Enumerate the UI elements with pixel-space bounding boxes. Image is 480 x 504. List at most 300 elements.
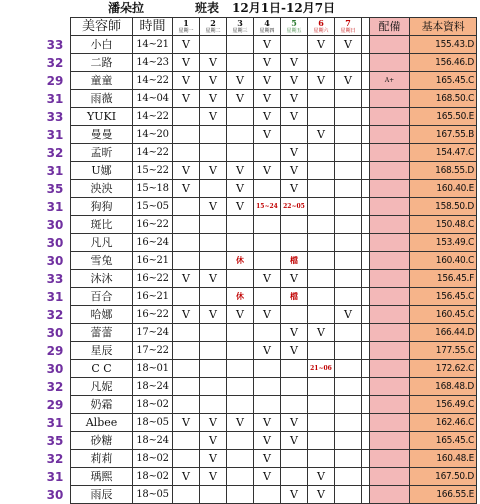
- day-cell: [335, 198, 362, 216]
- day-cell: [335, 396, 362, 414]
- shift-time: 18~24: [133, 378, 173, 396]
- age-label: 32: [46, 451, 64, 466]
- schedule-label: 班表: [195, 1, 220, 15]
- day-cell: V: [281, 90, 308, 108]
- profile-cell: 150.48.C: [410, 216, 477, 234]
- age-label: 31: [46, 289, 64, 304]
- header-day: [308, 18, 335, 36]
- table-row: [71, 36, 477, 54]
- day-cell: V: [200, 162, 227, 180]
- day-cell: [308, 288, 335, 306]
- day-cell: V: [227, 414, 254, 432]
- day-cell: V: [254, 72, 281, 90]
- stylist-name: 凡凡: [71, 234, 133, 252]
- day-cell: V: [281, 180, 308, 198]
- table-row: [71, 252, 477, 270]
- day-cell: V: [281, 72, 308, 90]
- equip-cell: [370, 414, 410, 432]
- day-cell: [173, 396, 200, 414]
- stylist-name: U娜: [71, 162, 133, 180]
- shift-time: 18~05: [133, 414, 173, 432]
- day-cell: [335, 54, 362, 72]
- day-cell: [254, 252, 281, 270]
- stylist-name: 瑀熙: [71, 468, 133, 486]
- day-cell: V: [281, 486, 308, 504]
- age-label: 30: [46, 253, 64, 268]
- day-cell: [173, 486, 200, 504]
- gap-cell: [362, 432, 370, 450]
- day-cell: [308, 162, 335, 180]
- table-row: [71, 108, 477, 126]
- day-cell: V: [254, 342, 281, 360]
- day-cell: V: [173, 180, 200, 198]
- equip-cell: [370, 252, 410, 270]
- age-label: 30: [46, 217, 64, 232]
- stylist-name: 孟昕: [71, 144, 133, 162]
- day-cell: V: [308, 324, 335, 342]
- day-cell: [227, 324, 254, 342]
- equip-cell: [370, 306, 410, 324]
- shift-time: 14~20: [133, 126, 173, 144]
- day-cell: V: [254, 306, 281, 324]
- stylist-name: 哈娜: [71, 306, 133, 324]
- table-row: [71, 180, 477, 198]
- day-cell: [173, 198, 200, 216]
- profile-cell: 167.55.B: [410, 126, 477, 144]
- shift-time: 14~22: [133, 72, 173, 90]
- header-info: 基本資料: [410, 18, 477, 36]
- stylist-name: C C: [71, 360, 133, 378]
- gap-cell: [362, 216, 370, 234]
- profile-cell: 156.49.C: [410, 396, 477, 414]
- stylist-name: 曼曼: [71, 126, 133, 144]
- age-label: 32: [46, 307, 64, 322]
- day-cell: [281, 36, 308, 54]
- gap-cell: [362, 54, 370, 72]
- day-number: 3: [237, 17, 243, 28]
- profile-cell: 156.45.C: [410, 288, 477, 306]
- table-row: [71, 324, 477, 342]
- day-cell: [227, 108, 254, 126]
- day-cell: 22~05: [281, 198, 308, 216]
- table-row: [71, 234, 477, 252]
- stylist-name: 凡妮: [71, 378, 133, 396]
- day-cell: [335, 342, 362, 360]
- day-cell: [200, 396, 227, 414]
- age-label: 30: [46, 325, 64, 340]
- day-cell: V: [200, 432, 227, 450]
- day-cell: [227, 342, 254, 360]
- day-cell: V: [254, 162, 281, 180]
- schedule-table: [70, 17, 477, 504]
- day-cell: [173, 432, 200, 450]
- date-range: 12月1日-12月7日: [232, 1, 336, 15]
- day-cell: [200, 252, 227, 270]
- stylist-name: 蕾蕾: [71, 324, 133, 342]
- day-cell: V: [200, 450, 227, 468]
- day-cell: [254, 144, 281, 162]
- day-cell: V: [200, 270, 227, 288]
- brand-name: 潘朵拉: [108, 1, 145, 15]
- shift-time: 14~23: [133, 54, 173, 72]
- day-cell: [227, 486, 254, 504]
- header-gap: [362, 18, 370, 36]
- equip-cell: [370, 288, 410, 306]
- equip-cell: [370, 324, 410, 342]
- day-cell: [335, 270, 362, 288]
- day-cell: [308, 234, 335, 252]
- shift-time: 14~21: [133, 36, 173, 54]
- gap-cell: [362, 72, 370, 90]
- gap-cell: [362, 126, 370, 144]
- day-cell: V: [173, 54, 200, 72]
- header-day: [335, 18, 362, 36]
- day-cell: [200, 360, 227, 378]
- shift-time: 16~22: [133, 270, 173, 288]
- equip-cell: [370, 54, 410, 72]
- stylist-name: 莉莉: [71, 450, 133, 468]
- day-cell: [281, 396, 308, 414]
- equip-cell: [370, 108, 410, 126]
- day-cell: [227, 360, 254, 378]
- profile-cell: 168.48.D: [410, 378, 477, 396]
- header-day: [254, 18, 281, 36]
- day-cell: [200, 144, 227, 162]
- shift-time: 16~21: [133, 288, 173, 306]
- day-number: 5: [291, 17, 297, 28]
- day-cell: [200, 180, 227, 198]
- day-cell: V: [281, 432, 308, 450]
- day-cell: [227, 234, 254, 252]
- day-cell: V: [173, 72, 200, 90]
- day-cell: [308, 270, 335, 288]
- day-cell: V: [335, 72, 362, 90]
- day-cell: [173, 108, 200, 126]
- age-label: 33: [46, 109, 64, 124]
- table-row: [71, 360, 477, 378]
- day-cell: V: [281, 108, 308, 126]
- age-label: 29: [46, 397, 64, 412]
- header-day: [281, 18, 308, 36]
- day-cell: [308, 342, 335, 360]
- stylist-name: 雨薇: [71, 90, 133, 108]
- gap-cell: [362, 360, 370, 378]
- shift-time: 18~02: [133, 396, 173, 414]
- age-label: 35: [46, 181, 64, 196]
- day-cell: [335, 252, 362, 270]
- day-cell: V: [254, 414, 281, 432]
- table-row: [71, 162, 477, 180]
- shift-time: 17~24: [133, 324, 173, 342]
- day-cell: V: [335, 306, 362, 324]
- stylist-name: 沐沐: [71, 270, 133, 288]
- gap-cell: [362, 270, 370, 288]
- age-label: 33: [46, 271, 64, 286]
- shift-time: 16~22: [133, 216, 173, 234]
- age-label: 32: [46, 145, 64, 160]
- day-cell: V: [227, 180, 254, 198]
- day-cell: [335, 234, 362, 252]
- day-cell: [173, 234, 200, 252]
- day-cell: V: [281, 162, 308, 180]
- day-cell: [335, 216, 362, 234]
- table-row: [71, 216, 477, 234]
- sheet-title: [72, 0, 480, 17]
- day-cell: [200, 36, 227, 54]
- table-row: [71, 306, 477, 324]
- stylist-name: YUKI: [71, 108, 133, 126]
- stylist-name: 星辰: [71, 342, 133, 360]
- profile-cell: 177.55.C: [410, 342, 477, 360]
- day-cell: V: [254, 450, 281, 468]
- day-cell: [335, 288, 362, 306]
- header-day: [227, 18, 254, 36]
- day-cell: [200, 324, 227, 342]
- day-cell: [173, 216, 200, 234]
- gap-cell: [362, 234, 370, 252]
- gap-cell: [362, 342, 370, 360]
- day-cell: [308, 450, 335, 468]
- profile-cell: 156.46.D: [410, 54, 477, 72]
- day-weekday: 星期三: [232, 27, 248, 34]
- header-equip: 配備: [370, 18, 410, 36]
- day-cell: [335, 468, 362, 486]
- table-row: [71, 126, 477, 144]
- day-number: 6: [318, 17, 324, 28]
- day-cell: [335, 486, 362, 504]
- equip-cell: [370, 180, 410, 198]
- day-cell: [173, 252, 200, 270]
- day-cell: [281, 360, 308, 378]
- day-cell: [227, 36, 254, 54]
- day-cell: V: [308, 468, 335, 486]
- gap-cell: [362, 36, 370, 54]
- stylist-name: 奶霜: [71, 396, 133, 414]
- table-row: [71, 90, 477, 108]
- day-weekday: 星期五: [286, 27, 302, 34]
- day-cell: [254, 288, 281, 306]
- day-cell: [227, 468, 254, 486]
- day-cell: [308, 432, 335, 450]
- header-day: [200, 18, 227, 36]
- day-cell: 15~24: [254, 198, 281, 216]
- day-cell: V: [173, 270, 200, 288]
- day-cell: 21~06: [308, 360, 335, 378]
- profile-cell: 166.44.D: [410, 324, 477, 342]
- day-cell: V: [254, 90, 281, 108]
- equip-cell: [370, 270, 410, 288]
- day-cell: [254, 486, 281, 504]
- day-cell: [335, 360, 362, 378]
- day-cell: [254, 378, 281, 396]
- equip-cell: A+: [370, 72, 410, 90]
- stylist-name: 斑比: [71, 216, 133, 234]
- shift-time: 18~02: [133, 468, 173, 486]
- day-cell: [335, 324, 362, 342]
- day-cell: [281, 378, 308, 396]
- table-row: [71, 414, 477, 432]
- equip-cell: [370, 450, 410, 468]
- profile-cell: 168.55.D: [410, 162, 477, 180]
- stylist-name: 狗狗: [71, 198, 133, 216]
- equip-cell: [370, 36, 410, 54]
- profile-cell: 160.48.E: [410, 450, 477, 468]
- equip-cell: [370, 486, 410, 504]
- day-cell: [173, 450, 200, 468]
- day-cell: [308, 54, 335, 72]
- day-cell: V: [200, 414, 227, 432]
- shift-time: 16~21: [133, 252, 173, 270]
- equip-cell: [370, 162, 410, 180]
- shift-time: 14~04: [133, 90, 173, 108]
- day-cell: V: [308, 486, 335, 504]
- day-cell: V: [281, 54, 308, 72]
- day-weekday: 星期六: [313, 27, 329, 34]
- day-cell: [227, 432, 254, 450]
- day-cell: [335, 432, 362, 450]
- profile-cell: 154.47.C: [410, 144, 477, 162]
- table-row: [71, 450, 477, 468]
- day-cell: V: [281, 324, 308, 342]
- day-weekday: 星期日: [340, 27, 356, 34]
- day-cell: [308, 108, 335, 126]
- day-cell: V: [254, 468, 281, 486]
- day-cell: V: [281, 270, 308, 288]
- table-row: [71, 378, 477, 396]
- day-cell: [173, 324, 200, 342]
- day-cell: [200, 378, 227, 396]
- day-cell: [335, 450, 362, 468]
- day-cell: [200, 234, 227, 252]
- day-cell: [227, 396, 254, 414]
- age-label: 29: [46, 343, 64, 358]
- table-row: [71, 54, 477, 72]
- day-cell: V: [281, 342, 308, 360]
- equip-cell: [370, 198, 410, 216]
- equip-cell: [370, 234, 410, 252]
- day-cell: V: [254, 54, 281, 72]
- stylist-name: 雨辰: [71, 486, 133, 504]
- day-cell: [335, 378, 362, 396]
- header-day: [173, 18, 200, 36]
- day-cell: [227, 270, 254, 288]
- day-cell: [281, 306, 308, 324]
- day-cell: [173, 378, 200, 396]
- profile-cell: 172.62.C: [410, 360, 477, 378]
- shift-time: 14~22: [133, 108, 173, 126]
- day-cell: [200, 126, 227, 144]
- day-cell: [281, 234, 308, 252]
- day-cell: 休: [227, 288, 254, 306]
- gap-cell: [362, 396, 370, 414]
- day-cell: [227, 144, 254, 162]
- age-label: 30: [46, 361, 64, 376]
- stylist-name: 百合: [71, 288, 133, 306]
- age-label: 32: [46, 55, 64, 70]
- day-cell: [335, 108, 362, 126]
- age-label: 31: [46, 415, 64, 430]
- day-cell: 檔: [281, 288, 308, 306]
- day-cell: V: [200, 468, 227, 486]
- day-cell: [281, 468, 308, 486]
- profile-cell: 153.49.C: [410, 234, 477, 252]
- day-cell: V: [200, 108, 227, 126]
- table-row: [71, 396, 477, 414]
- profile-cell: 160.40.C: [410, 252, 477, 270]
- day-cell: [335, 90, 362, 108]
- day-cell: [308, 306, 335, 324]
- day-cell: [254, 396, 281, 414]
- day-cell: [227, 378, 254, 396]
- shift-time: 16~24: [133, 234, 173, 252]
- day-number: 7: [345, 17, 351, 28]
- gap-cell: [362, 90, 370, 108]
- day-cell: [308, 198, 335, 216]
- day-cell: 檔: [281, 252, 308, 270]
- day-cell: [173, 360, 200, 378]
- profile-cell: 162.46.C: [410, 414, 477, 432]
- equip-cell: [370, 432, 410, 450]
- day-cell: [308, 396, 335, 414]
- day-cell: V: [227, 306, 254, 324]
- profile-cell: 165.50.E: [410, 108, 477, 126]
- gap-cell: [362, 144, 370, 162]
- day-cell: V: [200, 306, 227, 324]
- equip-cell: [370, 144, 410, 162]
- day-cell: [308, 414, 335, 432]
- stylist-name: 泱泱: [71, 180, 133, 198]
- profile-cell: 168.50.C: [410, 90, 477, 108]
- age-label: 32: [46, 379, 64, 394]
- day-cell: [173, 288, 200, 306]
- stylist-name: 童童: [71, 72, 133, 90]
- day-weekday: 星期四: [259, 27, 275, 34]
- day-cell: V: [254, 36, 281, 54]
- profile-cell: 158.50.D: [410, 198, 477, 216]
- day-cell: V: [200, 198, 227, 216]
- day-number: 1: [183, 17, 189, 28]
- day-cell: V: [173, 414, 200, 432]
- stylist-name: 小白: [71, 36, 133, 54]
- gap-cell: [362, 108, 370, 126]
- day-cell: [335, 414, 362, 432]
- age-label: 31: [46, 127, 64, 142]
- equip-cell: [370, 378, 410, 396]
- stylist-name: 二路: [71, 54, 133, 72]
- day-cell: [281, 450, 308, 468]
- day-cell: [173, 126, 200, 144]
- shift-time: 18~01: [133, 360, 173, 378]
- day-cell: [335, 162, 362, 180]
- profile-cell: 165.45.C: [410, 432, 477, 450]
- profile-cell: 160.45.C: [410, 306, 477, 324]
- day-cell: V: [173, 90, 200, 108]
- gap-cell: [362, 180, 370, 198]
- day-cell: V: [227, 198, 254, 216]
- shift-time: 14~22: [133, 144, 173, 162]
- day-cell: V: [254, 108, 281, 126]
- equip-cell: [370, 468, 410, 486]
- day-cell: V: [308, 126, 335, 144]
- age-label: 30: [46, 487, 64, 502]
- header-time: 時間: [133, 18, 173, 36]
- gap-cell: [362, 468, 370, 486]
- stylist-name: Albee: [71, 414, 133, 432]
- shift-time: 18~02: [133, 450, 173, 468]
- gap-cell: [362, 162, 370, 180]
- day-cell: [200, 216, 227, 234]
- age-label: 33: [46, 37, 64, 52]
